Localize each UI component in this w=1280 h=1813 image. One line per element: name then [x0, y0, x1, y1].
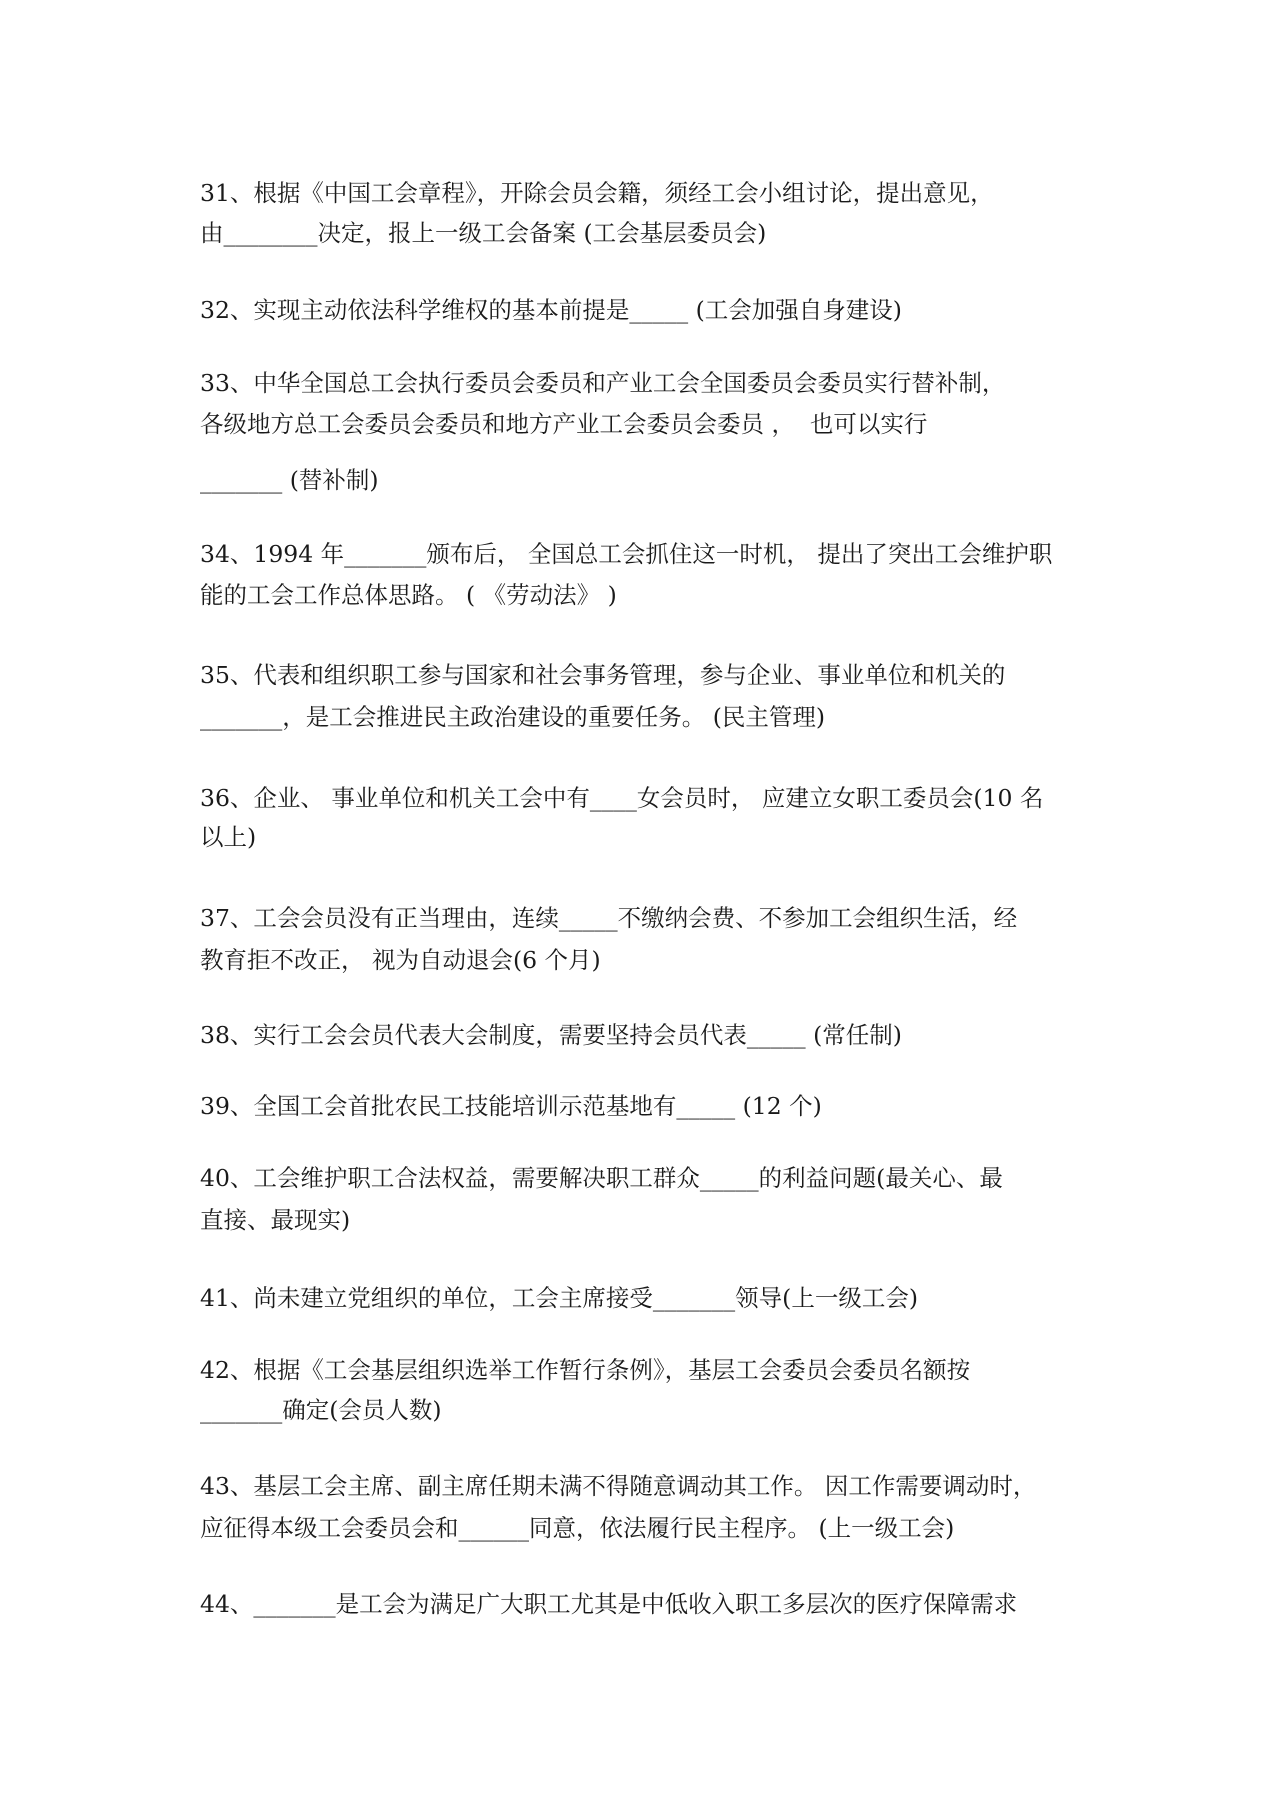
- question-text-line: 37、工会会员没有正当理由，连续_____不缴纳会费、不参加工会组织生活，经: [200, 904, 1018, 932]
- question-text-line: _______ (替补制): [200, 466, 379, 494]
- question-text-line: 44、_______是工会为满足广大职工尤其是中低收入职工多层次的医疗保障需求: [200, 1590, 1018, 1618]
- question-text-line: 36、企业、 事业单位和机关工会中有____女会员时， 应建立女职工委员会(10 名: [200, 784, 1044, 812]
- question-text-line: 32、实现主动依法科学维权的基本前提是_____ (工会加强自身建设): [200, 296, 902, 324]
- question-text-line: 33、中华全国总工会执行委员会委员和产业工会全国委员会委员实行替补制，: [200, 369, 1006, 397]
- question-text-line: 教育拒不改正， 视为自动退会(6 个月): [200, 946, 601, 974]
- question-text-line: 应征得本级工会委员会和______同意，依法履行民主程序。 (上一级工会): [200, 1514, 955, 1542]
- question-text-line: 42、根据《工会基层组织选举工作暂行条例》，基层工会委员会委员名额按: [200, 1356, 971, 1384]
- question-text-line: 以上): [200, 823, 257, 851]
- question-text-line: 34、1994 年_______颁布后， 全国总工会抓住这一时机， 提出了突出工会维护职: [200, 540, 1053, 568]
- question-text-line: 43、基层工会主席、副主席任期未满不得随意调动其工作。 因工作需要调动时，: [200, 1472, 1037, 1500]
- question-text-line: _______，是工会推进民主政治建设的重要任务。 (民主管理): [200, 703, 826, 731]
- question-text-line: 直接、最现实): [200, 1206, 351, 1234]
- question-text-line: 40、工会维护职工合法权益，需要解决职工群众_____的利益问题(最关心、最: [200, 1164, 1003, 1192]
- question-text-line: 35、代表和组织职工参与国家和社会事务管理，参与企业、事业单位和机关的: [200, 661, 1006, 689]
- question-text-line: 各级地方总工会委员会委员和地方产业工会委员会委员 ， 也可以实行: [200, 410, 928, 438]
- question-text-line: 41、尚未建立党组织的单位，工会主席接受_______领导(上一级工会): [200, 1284, 918, 1312]
- question-text-line: _______确定(会员人数): [200, 1396, 442, 1424]
- question-text-line: 39、全国工会首批农民工技能培训示范基地有_____ (12 个): [200, 1092, 822, 1120]
- question-text-line: 能的工会工作总体思路。 ( 《劳动法》 ): [200, 581, 617, 609]
- question-text-line: 31、根据《中国工会章程》，开除会员会籍，须经工会小组讨论，提出意见，: [200, 179, 994, 207]
- question-text-line: 由________决定，报上一级工会备案 (工会基层委员会): [200, 219, 767, 247]
- question-text-line: 38、实行工会会员代表大会制度，需要坚持会员代表_____ (常任制): [200, 1021, 902, 1049]
